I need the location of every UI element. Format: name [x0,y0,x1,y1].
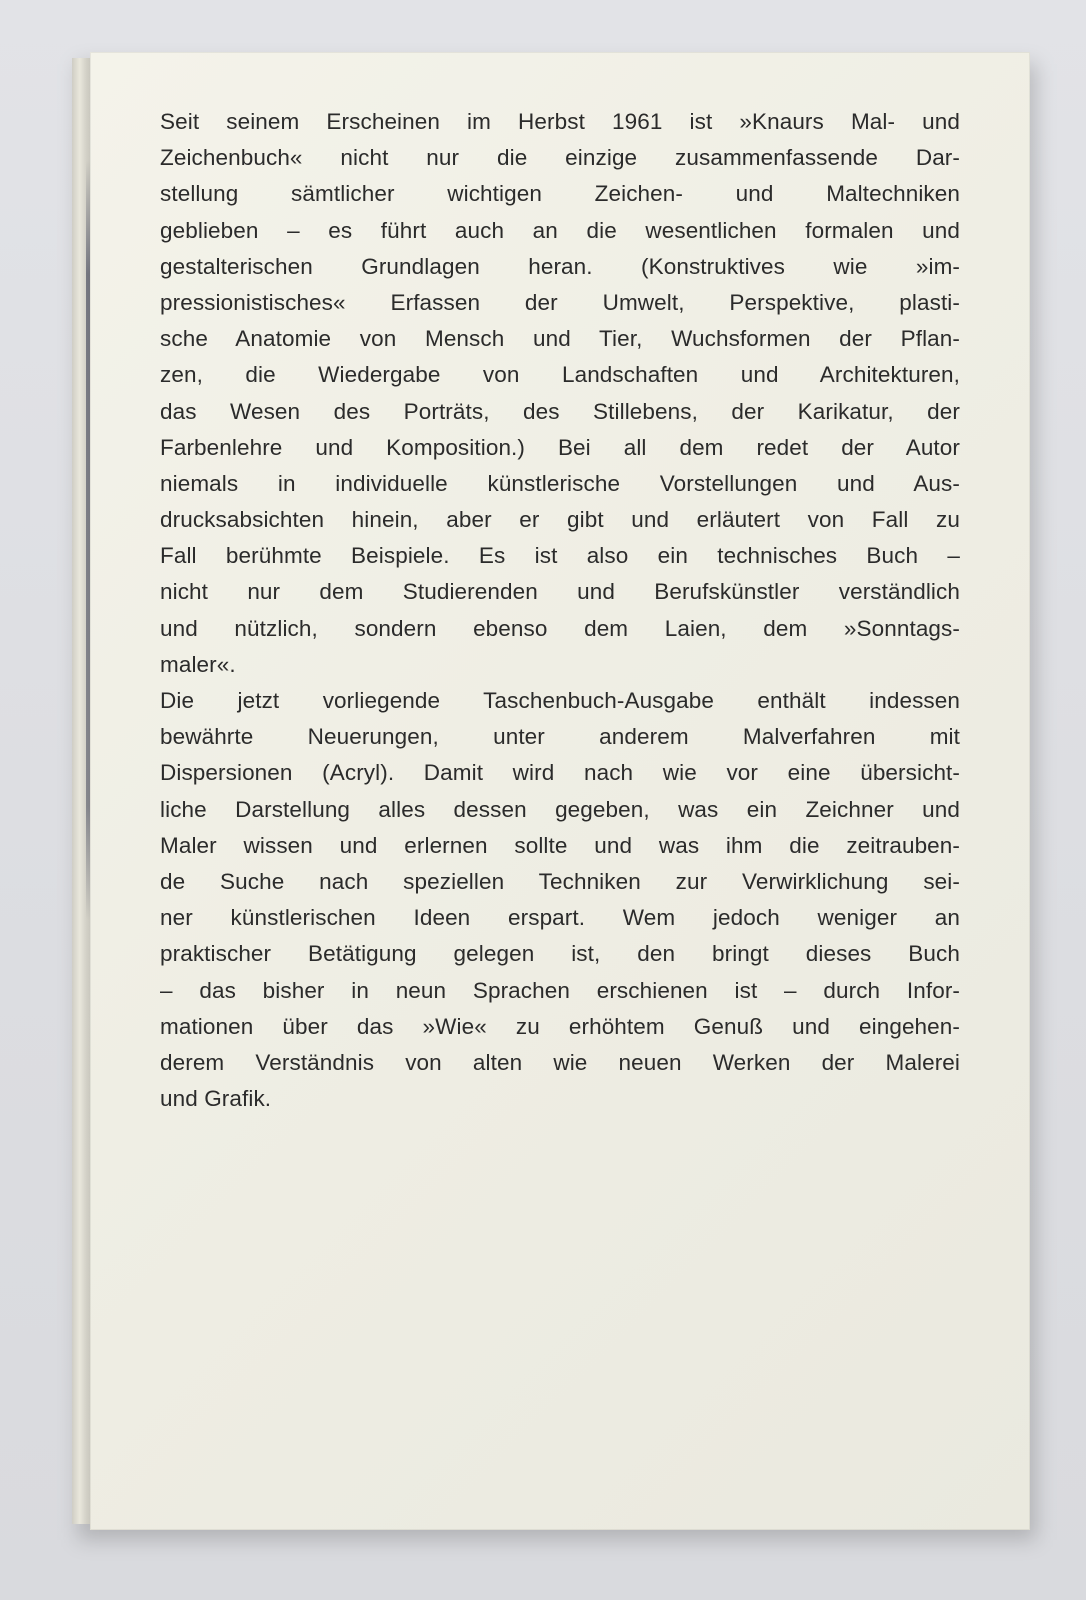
blurb-line: liche Darstellung alles dessen gegeben, was ein Zeichner und [160,796,960,822]
blurb-line: stellung sämtlicher wichtigen Zeichen- und Maltechniken [160,181,960,207]
blurb-line: geblieben – es führt auch an die wesentlichen formalen und [160,217,960,243]
blurb-line: de Suche nach speziellen Techniken zur Verwirklichung sei- [160,868,960,894]
blurb-line: niemals in individuelle künstlerische Vorstellungen und Aus- [160,470,960,496]
blurb-line: gestalterischen Grundlagen heran. (Konstruktives wie »im- [160,253,960,279]
blurb-line: maler«. [160,651,236,677]
blurb-line: bewährte Neuerungen, unter anderem Malverfahren mit [160,724,960,750]
blurb-line: ner künstlerischen Ideen erspart. Wem jedoch weniger an [160,905,960,931]
blurb-line: praktischer Betätigung gelegen ist, den bringt dieses Buch [160,941,960,967]
blurb-line: sche Anatomie von Mensch und Tier, Wuchsformen der Pflan- [160,326,960,352]
blurb-line: Fall berühmte Beispiele. Es ist also ein technisches Buch – [160,543,960,569]
blurb-line: pressionistisches« Erfassen der Umwelt, Perspektive, plasti- [160,289,960,315]
blurb-line: und Grafik. [160,1086,272,1112]
blurb-line: und nützlich, sondern ebenso dem Laien, dem »Sonntags- [160,615,960,641]
blurb-line: zen, die Wiedergabe von Landschaften und Architekturen, [160,362,960,388]
blurb-line: Zeichenbuch« nicht nur die einzige zusammenfassende Dar- [160,145,960,171]
blurb-line: Seit seinem Erscheinen im Herbst 1961 ist »Knaurs Mal- und [160,109,960,134]
blurb-line: Farbenlehre und Komposition.) Bei all dem redet der Autor [160,434,960,460]
blurb-line: derem Verständnis von alten wie neuen Werken der Malerei [160,1049,960,1075]
blurb-line: Dispersionen (Acryl). Damit wird nach wie vor eine übersicht- [160,760,960,786]
blurb-line: Die jetzt vorliegende Taschenbuch-Ausgabe enthält indessen [160,688,960,713]
blurb-line: drucksabsichten hinein, aber er gibt und erläutert von Fall zu [160,507,960,533]
blurb-line: Maler wissen und erlernen sollte und was ihm die zeitrauben- [160,832,960,858]
blurb-line: mationen über das »Wie« zu erhöhtem Genuß und eingehen- [160,1013,960,1039]
blurb-line: nicht nur dem Studierenden und Berufskünstler verständlich [160,579,960,605]
blurb-text [160,104,960,1117]
blurb-line: das Wesen des Porträts, des Stillebens, der Karikatur, der [160,398,960,424]
blurb-line: – das bisher in neun Sprachen erschienen ist – durch Infor- [160,977,960,1003]
